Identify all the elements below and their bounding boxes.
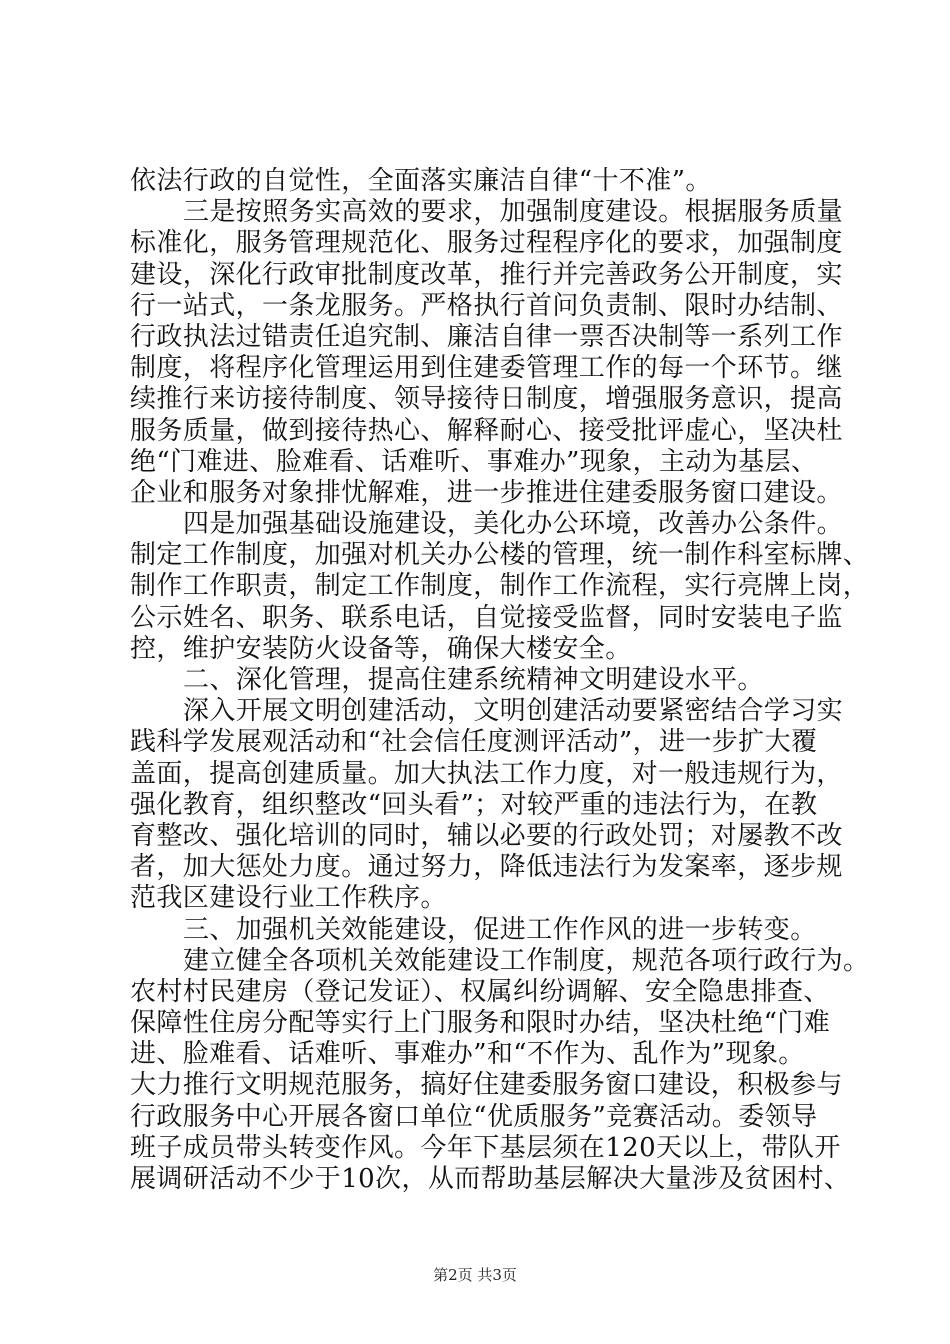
- section-heading-2: 二、深化管理，提高住建系统精神文明建设水平。: [183, 665, 764, 695]
- text-line: 进、脸难看、话难听、事难办”和“不作为、乱作为”现象。: [130, 1039, 805, 1070]
- paragraph-start-line: 三是按照务实高效的要求，加强制度建设。根据服务质量: [183, 197, 844, 228]
- text-line: 续推行来访接待制度、领导接待日制度，增强服务意识，提高: [130, 384, 843, 415]
- paragraph-start-line: 四是加强基础设施建设，美化办公环境，改善办公条件。: [183, 509, 844, 540]
- text-line: 控，维护安装防火设备等，确保大楼安全。: [130, 633, 632, 664]
- text-line: 范我区建设行业工作秩序。: [130, 883, 447, 914]
- text-line: 展调研活动不少于10次，从而帮助基层解决大量涉及贫困村、: [130, 1164, 851, 1194]
- text-line: 大力推行文明规范服务，搞好住建委服务窗口建设，积极参与: [130, 1070, 843, 1101]
- text-line: 农村村民建房（登记发证）、权属纠纷调解、安全隐患排查、: [130, 976, 830, 1007]
- page-number-footer: 第2页 共3页: [433, 1266, 517, 1284]
- document-body: [130, 166, 870, 1195]
- paragraph-start-line: 深入开展文明创建活动，文明创建活动要紧密结合学习实: [183, 696, 844, 727]
- text-line: 制作工作职责，制定工作制度，制作工作流程，实行亮牌上岗，: [130, 571, 870, 602]
- text-line: 者，加大惩处力度。通过努力，降低违法行为发案率，逐步规: [130, 852, 843, 883]
- text-line: 制定工作制度，加强对机关办公楼的管理，统一制作科室标牌、: [130, 540, 870, 571]
- text-line: 育整改、强化培训的同时，辅以必要的行政处罚；对屡教不改: [130, 820, 843, 851]
- text-line: 绝“门难进、脸难看、话难听、事难办”现象，主动为基层、: [130, 446, 818, 477]
- text-line: 建设，深化行政审批制度改革，推行并完善政务公开制度，实: [130, 259, 843, 290]
- text-line: 公示姓名、职务、联系电话，自觉接受监督，同时安装电子监: [130, 602, 843, 633]
- text-line: 盖面，提高创建质量。加大执法工作力度，对一般违规行为，: [130, 758, 843, 789]
- section-heading-3: 三、加强机关效能建设，促进工作作风的进一步转变。: [183, 914, 817, 945]
- text-line: 企业和服务对象排忧解难，进一步推进住建委服务窗口建设。: [130, 477, 843, 508]
- text-line: 服务质量，做到接待热心、解释耐心、接受批评虚心，坚决杜: [130, 415, 843, 446]
- text-line: 标准化，服务管理规范化、服务过程程序化的要求，加强制度: [130, 228, 843, 259]
- text-line: 行政执法过错责任追究制、廉洁自律一票否决制等一系列工作: [130, 321, 843, 352]
- text-line: 依法行政的自觉性，全面落实廉洁自律“十不准”。: [130, 166, 712, 196]
- text-line: 制度，将程序化管理运用到住建委管理工作的每一个环节。继: [130, 353, 843, 384]
- text-line: 践科学发展观活动和“社会信任度测评活动”，进一步扩大覆: [130, 727, 818, 758]
- text-line: 行一站式，一条龙服务。严格执行首问负责制、限时办结制、: [130, 290, 843, 321]
- text-line: 行政服务中心开展各窗口单位“优质服务”竞赛活动。委领导: [130, 1101, 818, 1132]
- text-line: 强化教育，组织整改“回头看”；对较严重的违法行为，在教: [130, 789, 818, 820]
- text-line: 班子成员带头转变作风。今年下基层须在120天以上，带队开: [130, 1132, 841, 1163]
- paragraph-start-line: 建立健全各项机关效能建设工作制度，规范各项行政行为。: [183, 945, 870, 976]
- text-line: 保障性住房分配等实行上门服务和限时办结，坚决杜绝“门难: [130, 1008, 831, 1039]
